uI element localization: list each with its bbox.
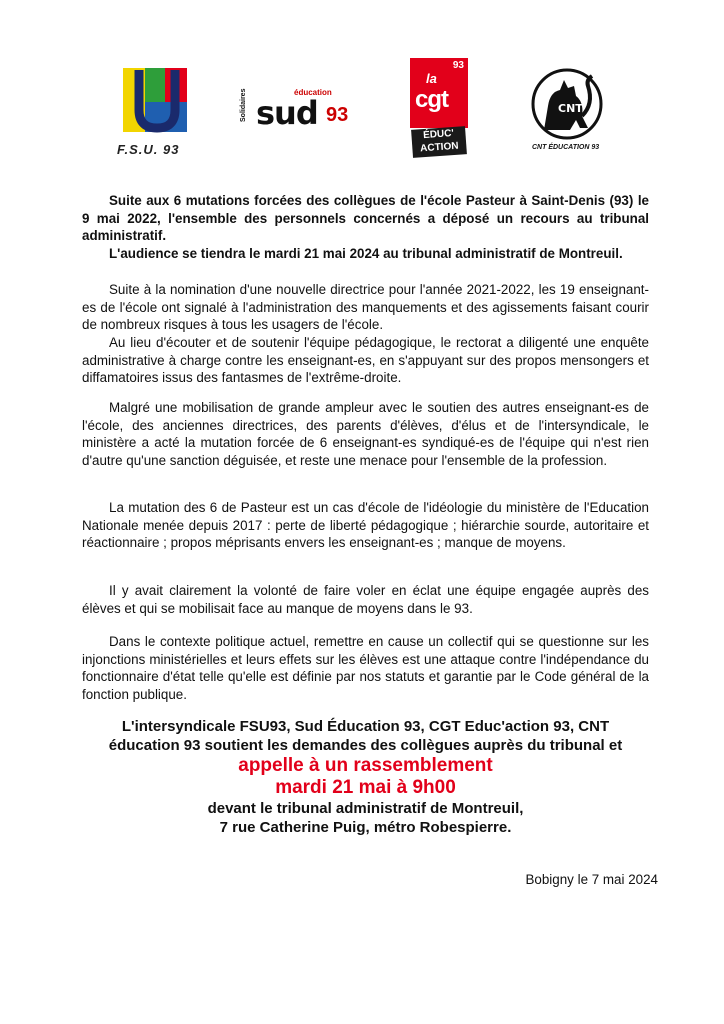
place-and-date: Bobigny le 7 mai 2024 — [525, 872, 658, 887]
cnt-education-93-logo — [530, 66, 604, 158]
sud-side-label: Solidaires — [240, 88, 247, 122]
body-paragraph-6: Dans le contexte politique actuel, remettre en cause un collectif qui se questionne sur les injonctions ministérielles et leurs effets sur les élèves est une attaque contre l'indépendance du fonctionnaire d'état telle qu'elle est définie par nos statuts et garantie par le Code général de la fonction publique. — [82, 634, 649, 702]
cgt-red-block — [410, 58, 468, 128]
rally-date: mardi 21 mai à 9h00 — [275, 777, 456, 798]
logo-header — [0, 0, 724, 170]
body-paragraph-2: Au lieu d'écouter et de soutenir l'équipe pédagogique, le rectorat a diligenté une enquête administrative à charge contre les enseignant-es, en s'appuyant sur des propos mensongers et diffamatoires issus des fantasmes de l'extrême-droite. — [82, 335, 649, 386]
sud-top-label: éducation — [294, 88, 332, 97]
body-paragraph-5: Il y avait clairement la volonté de faire voler en éclat une équipe engagée auprès des élèves et qui se mobilisait face au manque de moyens dans le 93. — [82, 583, 649, 616]
hearing-sentence: L'audience se tiendra le mardi 21 mai 2024 au tribunal administratif de Montreuil. — [109, 246, 623, 261]
call-line-1: L'intersyndicale FSU93, Sud Éducation 93, CGT Educ'action 93, CNT — [121, 718, 610, 735]
rally-place: devant le tribunal administratif de Montreuil, — [207, 800, 524, 817]
sud-education-93-logo — [242, 88, 356, 132]
rally-announcement: appelle à un rassemblement — [238, 755, 493, 776]
cgt-educaction-tag: ÉDUC' ACTION — [411, 126, 467, 158]
cgt-number: 93 — [452, 60, 464, 71]
body-paragraph-1: Suite à la nomination d'une nouvelle directrice pour l'année 2021-2022, les 19 enseignant-es de l'école ont signalé à l'administration des manquements et des agissements faisant courir de nombreux risques à tous les usagers de l'école. — [82, 282, 649, 333]
cnt-badge-text: CNT — [558, 102, 583, 115]
cgt-educaction-93-logo — [410, 58, 468, 158]
fsu-caption: F.S.U. 93 — [117, 142, 180, 157]
call-to-action — [82, 717, 649, 837]
cgt-main: cgt — [415, 86, 448, 113]
call-line-2: éducation 93 soutient les demandes des collègues auprès du tribunal et — [108, 737, 623, 754]
cnt-caption: CNT ÉDUCATION 93 — [532, 144, 600, 151]
sud-main-label: sud — [256, 94, 318, 132]
body-paragraph-4: La mutation des 6 de Pasteur est un cas d'école de l'idéologie du ministère de l'Education Nationale menée depuis 2017 : perte de liberté pédagogique ; hiérarchie sourde, autoritaire et réactionnaire ; propos méprisants envers les enseignant-es ; manque de moyens. — [82, 500, 649, 551]
fsu-93-logo — [113, 62, 195, 162]
fsu-logo-graphic — [113, 62, 195, 142]
intro-sentence-1: Suite aux 6 mutations forcées des collègues de l'école Pasteur à Saint-Denis (93) le 9 mai 2022, l'ensemble des personnels concernés a déposé un recours au tribunal administratif. — [82, 193, 649, 244]
body-paragraph-3: Malgré une mobilisation de grande ampleur avec le soutien des autres enseignant-es de l'école, des anciennes directrices, des parents d'élèves, d'élus et de l'intersyndicale, le ministère a acté la mutation forcée de 6 enseignant-es syndiqué-es de l'équipe qui n'est rien d'autre qu'une sanction déguisée, et reste une menace pour l'ensemble de la profession. — [82, 400, 649, 468]
rally-address: 7 rue Catherine Puig, métro Robespierre. — [219, 819, 512, 836]
intro-paragraph — [82, 192, 649, 245]
sud-number: 93 — [326, 104, 349, 126]
cgt-la: la — [426, 71, 437, 86]
black-cat-icon — [530, 66, 604, 142]
hearing-announcement — [82, 245, 649, 263]
